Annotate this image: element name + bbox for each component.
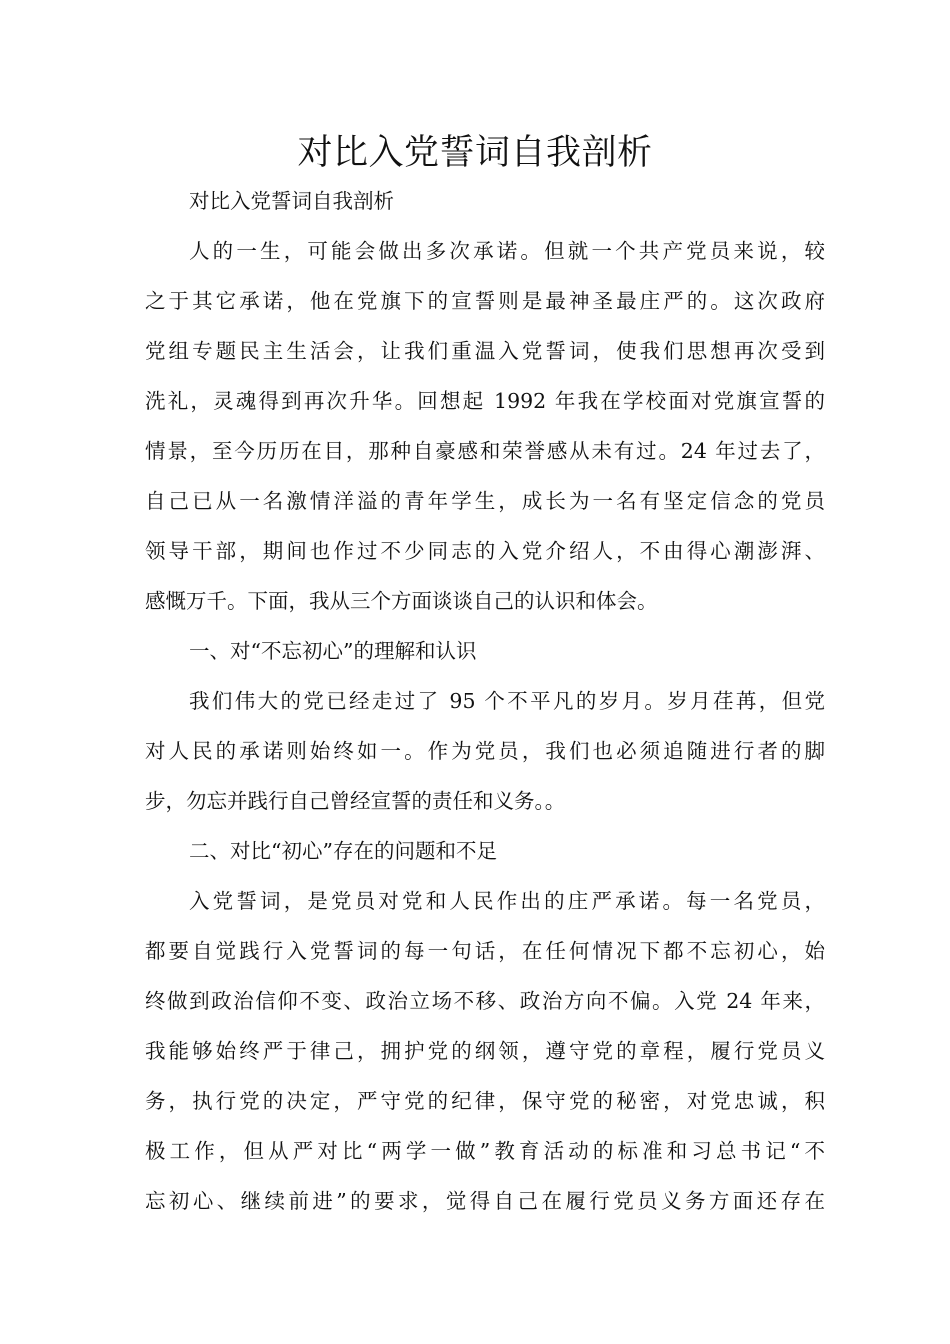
paragraph-line: 入党誓词，是党员对党和人民作出的庄严承诺。每一名党员， xyxy=(189,889,825,913)
paragraph-line: 极工作，但从严对比“两学一做”教育活动的标准和习总书记“不 xyxy=(145,1139,825,1163)
paragraph-line: 我能够始终严于律己，拥护党的纲领，遵守党的章程，履行党员义 xyxy=(145,1039,825,1063)
paragraph-line: 我们伟大的党已经走过了 95 个不平凡的岁月。岁月荏苒，但党 xyxy=(189,689,825,713)
paragraph-line: 对人民的承诺则始终如一。作为党员，我们也必须追随进行者的脚 xyxy=(145,739,825,763)
paragraph-line: 自己已从一名激情洋溢的青年学生，成长为一名有坚定信念的党员 xyxy=(145,489,825,513)
paragraph-line: 洗礼，灵魂得到再次升华。回想起 1992 年我在学校面对党旗宣誓的 xyxy=(145,389,825,413)
paragraph-line: 务，执行党的决定，严守党的纪律，保守党的秘密，对党忠诚，积 xyxy=(145,1089,825,1113)
section-heading: 一、对“不忘初心”的理解和认识 xyxy=(189,639,477,663)
paragraph-line: 都要自觉践行入党誓词的每一句话，在任何情况下都不忘初心，始 xyxy=(145,939,825,963)
paragraph-line: 领导干部，期间也作过不少同志的入党介绍人，不由得心潮澎湃、 xyxy=(145,539,825,563)
paragraph-line: 感慨万千。下面，我从三个方面谈谈自己的认识和体会。 xyxy=(145,589,658,613)
document-title: 对比入党誓词自我剖析 xyxy=(297,133,653,173)
paragraph-line: 终做到政治信仰不变、政治立场不移、政治方向不偏。入党 24 年来， xyxy=(145,989,825,1013)
paragraph-line: 人的一生，可能会做出多次承诺。但就一个共产党员来说，较 xyxy=(189,239,825,263)
paragraph-line: 党组专题民主生活会，让我们重温入党誓词，使我们思想再次受到 xyxy=(145,339,825,363)
paragraph-line: 忘初心、继续前进”的要求，觉得自己在履行党员义务方面还存在 xyxy=(145,1189,825,1213)
paragraph-line: 步，勿忘并践行自己曾经宣誓的责任和义务。。 xyxy=(145,789,566,813)
paragraph-line: 情景，至今历历在目，那种自豪感和荣誉感从未有过。24 年过去了， xyxy=(145,439,825,463)
subtitle-line: 对比入党誓词自我剖析 xyxy=(189,189,394,213)
paragraph-line: 之于其它承诺，他在党旗下的宣誓则是最神圣最庄严的。这次政府 xyxy=(145,289,825,313)
section-heading: 二、对比“初心”存在的问题和不足 xyxy=(189,839,497,863)
